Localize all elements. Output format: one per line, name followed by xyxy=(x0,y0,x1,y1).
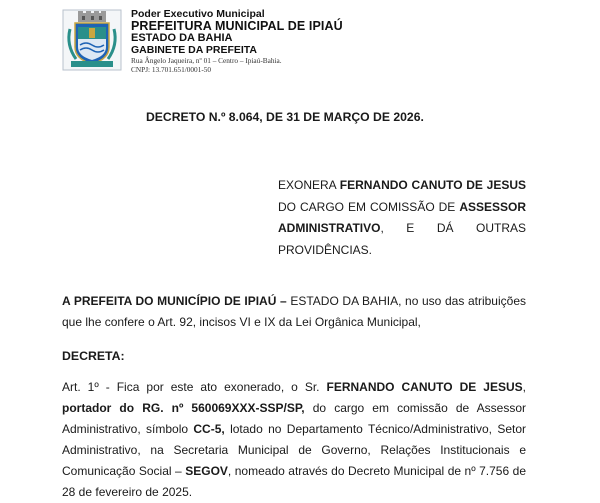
ementa-cargo: ASSESSOR ADMINISTRATIVO xyxy=(278,199,526,235)
preamble-rest: ESTADO DA BAHIA, no uso das atribuições que lhe confere o Art. 92, incisos VI e IX da Lei Orgânica Municipal, xyxy=(62,294,526,329)
article-1-symbol: CC-5, xyxy=(193,422,225,436)
municipal-crest-icon xyxy=(62,9,122,71)
letterhead-prefeitura: PREFEITURA MUNICIPAL DE IPIAÚ xyxy=(131,19,343,33)
ementa-text-3: , E DÁ OUTRAS PROVIDÊNCIAS. xyxy=(278,221,526,257)
letterhead-cnpj: CNPJ: 13.701.651/0001-50 xyxy=(131,65,212,74)
letterhead-gabinete: GABINETE DA PREFEITA xyxy=(131,44,258,56)
decree-preamble xyxy=(62,291,526,333)
letterhead-estado: ESTADO DA BAHIA xyxy=(131,32,233,44)
article-1-name: FERNANDO CANUTO DE JESUS xyxy=(326,380,523,394)
decree-title: DECRETO N.º 8.064, DE 31 DE MARÇO DE 2026. xyxy=(146,110,424,124)
letterhead-executive: Poder Executivo Municipal xyxy=(131,8,265,20)
article-1-text-1: Art. 1º - Fica por este ato exonerado, o Sr. xyxy=(62,380,327,394)
article-1-segov: SEGOV xyxy=(185,464,228,478)
decreta-heading: DECRETA: xyxy=(62,349,125,363)
article-1-rg: portador do RG. nº 560069XXX-SSP/SP, xyxy=(62,401,305,415)
article-1-text-3: do cargo em comissão de Assessor Administrativo, símbolo xyxy=(62,401,526,436)
ementa-text-2: DO CARGO EM COMISSÃO DE xyxy=(278,199,460,214)
article-1-text-5: , nomeado através do Decreto Municipal de nº 7.756 de 28 de fevereiro de 2025. xyxy=(62,464,526,499)
ementa-name: FERNANDO CANUTO DE JESUS xyxy=(339,178,526,192)
decree-ementa xyxy=(278,175,526,261)
article-1-text-4: lotado no Departamento Técnico/Administrativo, Setor Administrativo, na Secretaria Municipal de Governo, Relações Institucionais e Comunicação Social – xyxy=(62,422,526,478)
letterhead-address: Rua Ângelo Jaqueira, nº 01 – Centro – Ipiaú-Bahia. xyxy=(131,56,282,65)
article-1 xyxy=(62,377,526,503)
article-1-text-2: , xyxy=(522,380,526,394)
ementa-text-1: EXONERA xyxy=(278,178,340,192)
preamble-bold: A PREFEITA DO MUNICÍPIO DE IPIAÚ – xyxy=(62,294,287,308)
